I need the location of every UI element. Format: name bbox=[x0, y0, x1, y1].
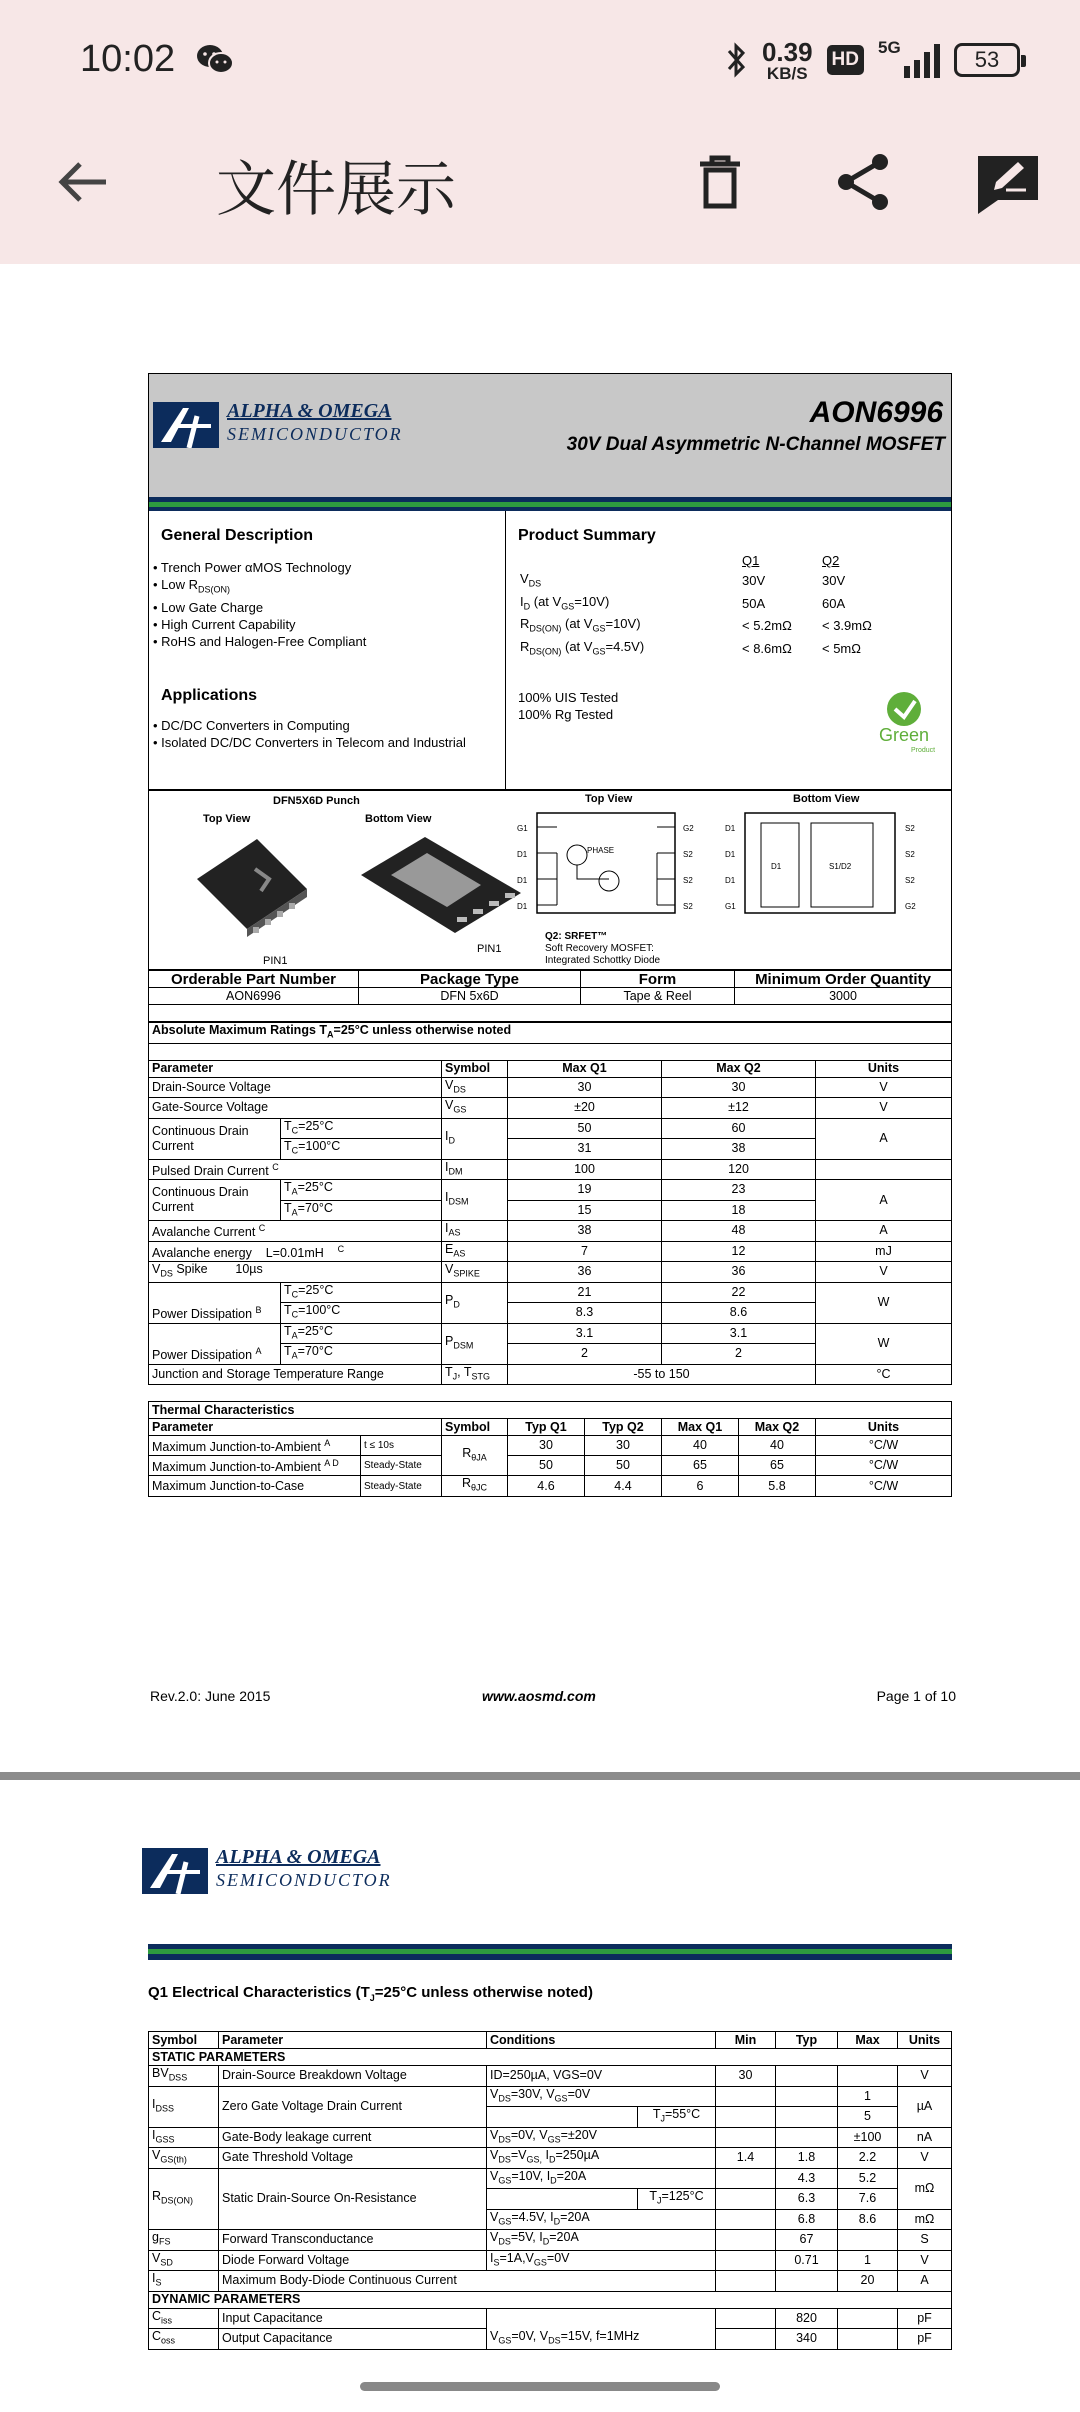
bottom-view-pinout-diagram bbox=[725, 809, 925, 929]
electrical-characteristics-table: Symbol Parameter Conditions Min Typ Max Units STATIC PARAMETERS $BV_{DSS}$ Drain-Source Breakdown Voltage ID=250µA, VGS=0V 30 V $I_{DSS}$ Zero Gate Voltage Drain Current $V_{DS}=30V$, $V_{GS}=0V$ 1 µA $T_J=55^\circ C$ 5 $I_{GSS}$ Gate-Body leakage current $V_{DS}=0V$, $V_{GS}=\pm 20V$ ±100 nA $V_{GS(th)}$ Gate Threshold Voltage $V_{DS}=V_{GS,}$ $I_D=250\mu A$ 1.4 1.8 2.2 V $R_{DS(ON)}$ Static Drain-Source On-Resistance $V_{GS}=10V$, $I_D=20A$ 4.3 5.2 mΩ $T_J=125^\circ C$ 6.3 7.6 $V_{GS}=4.5V$, $I_D=20A$ 6.8 8.6 mΩ $g_{FS}$ Forward Transconductance $V_{DS}=5V$, $I_D=20A$ 67 S $V_{SD}$ Diode Forward Voltage $I_S=1A,V_{GS}=0V$ 0.71 1 V $I_S$ Maximum Body-Diode Continuous Current 20 A DYNAMIC PARAMETERS $C_{iss}$ Input Capacitance $V_{GS}=0V$, $V_{DS}=15V$, f=1MHz 820 pF $C_{oss}$ Output Capacitance 340 pF bbox=[148, 2031, 952, 2350]
company-logo: ALPHA & OMEGA SEMICONDUCTOR bbox=[142, 1846, 392, 1902]
aos-logo-icon bbox=[153, 402, 219, 448]
svg-text:S2: S2 bbox=[683, 876, 693, 885]
clock: 10:02 bbox=[80, 38, 176, 80]
status-bar bbox=[0, 0, 1080, 120]
feature-list: • Trench Power αMOS Technology • Low $R_{DS(ON)}$ • Low Gate Charge • High Current Capability • RoHS and Halogen-Free Compliant bbox=[153, 560, 367, 649]
network-speed: 0.39 KB/S bbox=[761, 36, 813, 83]
svg-text:D1: D1 bbox=[725, 876, 736, 885]
battery-icon: 53 bbox=[954, 43, 1020, 77]
header-stripe bbox=[148, 497, 952, 511]
home-indicator[interactable] bbox=[360, 2382, 720, 2391]
datasheet-header bbox=[148, 373, 952, 497]
svg-text:Product: Product bbox=[910, 747, 936, 754]
svg-text:S2: S2 bbox=[683, 902, 693, 911]
part-description: 30V Dual Asymmetric N-Channel MOSFET bbox=[566, 434, 945, 455]
share-icon[interactable] bbox=[830, 148, 898, 216]
part-number: AON6996 bbox=[809, 396, 943, 429]
thermal-characteristics-table: Thermal Characteristics Parameter Symbol Typ Q1 Typ Q2 Max Q1 Max Q2 Units Maximum Junction-to-Ambient $^A$ t ≤ 10s $R_{\theta JA}$ 30 30 40 40 °C/W Maximum Junction-to-Ambient $^{A D}$ Steady-State 50 50 65 65 °C/W Maximum Junction-to-Case Steady-State $R_{\theta JC}$ 4.6 4.4 6 5.8 °C/W bbox=[148, 1401, 952, 1497]
bluetooth-icon bbox=[726, 41, 748, 79]
svg-text:S2: S2 bbox=[905, 824, 915, 833]
delete-icon[interactable] bbox=[686, 148, 754, 216]
general-description-section: General Description • Trench Power αMOS Technology • Low $R_{DS(ON)}$ • Low Gate Charge • High Current Capability • RoHS and Halogen-Free Compliant Applications • DC/DC Converters in Computing • Isolated DC/DC Converters in Telecom and Industrial bbox=[149, 511, 506, 789]
svg-text:S2: S2 bbox=[905, 850, 915, 859]
tested-notes: 100% UIS Tested 100% Rg Tested bbox=[518, 690, 619, 722]
app-bar bbox=[0, 120, 1080, 264]
svg-text:G2: G2 bbox=[683, 824, 694, 833]
svg-text:G1: G1 bbox=[725, 902, 736, 911]
svg-text:PHASE: PHASE bbox=[587, 846, 615, 855]
svg-text:Green: Green bbox=[878, 725, 930, 745]
hd-badge: HD bbox=[827, 45, 864, 75]
svg-text:D1: D1 bbox=[725, 824, 736, 833]
package-bottom-image bbox=[361, 831, 531, 941]
page-separator bbox=[0, 1772, 1080, 1780]
document-page-1 bbox=[148, 373, 952, 1497]
wechat-icon bbox=[196, 44, 234, 74]
package-top-image bbox=[197, 829, 357, 939]
edit-icon[interactable] bbox=[974, 148, 1042, 216]
document-page-2 bbox=[148, 1846, 952, 2350]
page-title: 文件展示 bbox=[216, 155, 456, 225]
green-product-badge bbox=[871, 691, 937, 755]
product-summary-table: Q1 Q2 $V_{DS}$ 30V 30V $I_D$ (at $V_{GS}=10V$) 50A 60A $R_{DS(ON)}$ (at $V_{GS}=10V$) < 5.2mΩ < 3.9mΩ $R_{DS(ON)}$ (at $V_{GS}=4.5V$) < 8.6mΩ < 5mΩ bbox=[520, 553, 872, 657]
electrical-characteristics-title: Q1 Electrical Characteristics ($T_J=25^\circ C$ unless otherwise noted) bbox=[148, 1984, 593, 2003]
svg-text:D1: D1 bbox=[725, 850, 736, 859]
header-stripe bbox=[148, 1944, 952, 1960]
svg-text:D1: D1 bbox=[517, 902, 528, 911]
svg-text:D1: D1 bbox=[517, 850, 528, 859]
absolute-maximum-ratings-table: Absolute Maximum Ratings $T_A=25^\circ C$ unless otherwise noted Parameter Symbol Max Q1 Max Q2 Units Drain-Source Voltage $V_{DS}$ 30 30 V Gate-Source Voltage $V_{GS}$ ±20 ±12 V Continuous Drain Current $T_C=25^\circ C$ $I_D$ 50 60 A $T_C=100^\circ C$ 31 38 Pulsed Drain Current $^C$ $I_{DM}$ 100 120 Continuous Drain Current $T_A=25^\circ C$ $I_{DSM}$ 19 23 A $T_A=70^\circ C$ 15 18 Avalanche Current $^C$ $I_{AS}$ 38 48 A Avalanche energy L=0.01mH $^C$ $E_{AS}$ 7 12 mJ $V_{DS}$ Spike 10µs $V_{SPIKE}$ 36 36 V Power Dissipation $^B$ $T_C=25^\circ C$ $P_D$ 21 22 W $T_C=100^\circ C$ 8.3 8.6 Power Dissipation $^A$ $T_A=25^\circ C$ $P_{DSM}$ 3.1 3.1 W $T_A=70^\circ C$ 2 2 Junction and Storage Temperature Range $T_J$, $T_{STG}$ -55 to 150 °C bbox=[148, 1022, 952, 1385]
top-view-pinout-diagram bbox=[517, 809, 707, 929]
svg-text:G1: G1 bbox=[517, 824, 528, 833]
svg-text:S2: S2 bbox=[905, 876, 915, 885]
applications-list: • DC/DC Converters in Computing • Isolated DC/DC Converters in Telecom and Industrial bbox=[153, 718, 466, 750]
back-arrow-icon[interactable] bbox=[52, 150, 116, 214]
product-summary-section: Product Summary Q1 Q2 $V_{DS}$ 30V 30V $I_D$ (at $V_{GS}=10V$) 50A 60A $R_{DS(ON)}$ (at $V_{GS}=10V$) < 5.2mΩ < 3.9mΩ $R_{DS(ON)}$ (at $V_{GS}=4.5V$) < 8.6mΩ < 5mΩ 100% UIS Tested 100% Rg Tested Green Product bbox=[518, 527, 936, 754]
svg-text:G2: G2 bbox=[905, 902, 916, 911]
svg-text:S2: S2 bbox=[683, 850, 693, 859]
aos-logo-icon bbox=[142, 1848, 208, 1894]
company-logo: ALPHA & OMEGA SEMICONDUCTOR bbox=[153, 400, 403, 456]
signal-icon: 5G bbox=[878, 42, 940, 78]
svg-text:S1/D2: S1/D2 bbox=[829, 862, 852, 871]
ordering-table: Orderable Part Number Package Type Form Minimum Order Quantity AON6996 DFN 5x6D Tape & Reel 3000 bbox=[148, 970, 952, 1022]
svg-text:D1: D1 bbox=[517, 876, 528, 885]
svg-text:D1: D1 bbox=[771, 862, 782, 871]
package-diagram: DFN5X6D Punch Top View Bottom View PIN1 PIN1 Top View Bottom View G1 D1 D1 D1 G2 S2 S2 S2 PHASE D1 D1 D1 G1 S2 S2 S2 G2 D1 S1/D2 Q2: SRFET™ Soft Recovery MOSFET: Integrated Schottky Diode bbox=[148, 790, 952, 970]
q2-srfet-note: Q2: SRFET™ Soft Recovery MOSFET: Integrated Schottky Diode bbox=[545, 931, 661, 966]
